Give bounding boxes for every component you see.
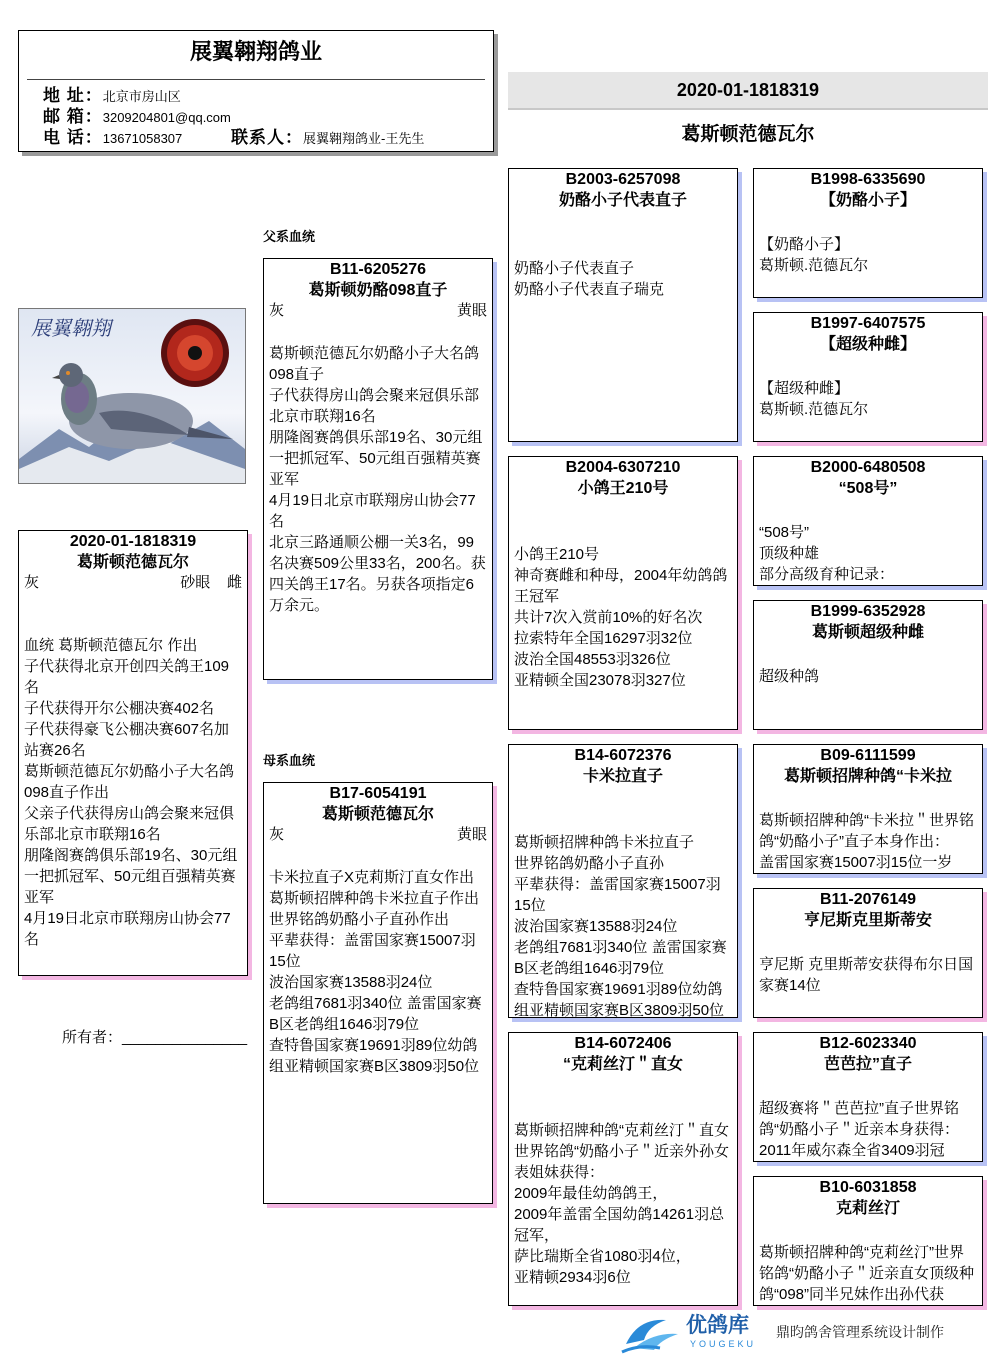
gen4-card <box>753 600 983 730</box>
gen4-card <box>753 168 983 298</box>
gen4-description: 超级赛将＂芭芭拉”直子世界铭鸽“奶酪小子＂近亲本身获得： 2011年威尔森全省3409羽冠 <box>759 1100 959 1159</box>
contact-value: 展翼翱翔鸽业-王先生 <box>303 131 425 146</box>
subject-ring: 2020-01-1818319 <box>69 533 197 550</box>
phone-label: 电 话： <box>43 128 103 147</box>
address-value: 北京市房山区 <box>102 89 181 104</box>
footer-brand-en: YOUGEKU <box>690 1339 757 1349</box>
gen4-card <box>753 888 983 1018</box>
subject-eye: 砂眼 <box>180 574 211 591</box>
subject-attributes <box>19 573 247 593</box>
yougeku-logo-icon <box>620 1314 682 1354</box>
sire-color: 灰 <box>269 302 285 319</box>
email-value: 3209204801@qq.com <box>102 110 231 125</box>
gen4-ring: B1999-6352928 <box>810 603 926 620</box>
kennel-contact-row <box>231 128 424 149</box>
gen3-ring: B2003-6257098 <box>565 171 681 188</box>
gen4-description: 亨尼斯 克里斯蒂安获得布尔日国家赛14位 <box>759 956 974 994</box>
gen3-name: 奶酪小子代表直子 <box>558 192 687 209</box>
gen4-card <box>753 312 983 442</box>
owner-label: 所有者： <box>62 1029 123 1046</box>
header-name: 葛斯顿范德瓦尔 <box>681 124 815 145</box>
pedigree-header-band <box>508 72 988 110</box>
gen3-description: 小鸽王210号 神奇赛雌和种母，2004年幼鸽鸽王冠军 共计7次入赏前10%的好名次 拉索特年全国16297羽32位 波治全国48553羽326位 亚精顿全国23078羽327位 <box>514 546 728 689</box>
gen3-ring: B14-6072376 <box>574 747 672 764</box>
gen4-card <box>753 1176 983 1306</box>
subject-sex: 雌 <box>226 574 242 591</box>
gen3-ring: B2004-6307210 <box>565 459 681 476</box>
gen4-name: 克莉丝汀 <box>835 1200 900 1217</box>
owner-value: _______________ <box>122 1029 248 1046</box>
gen4-ring: B12-6023340 <box>819 1035 917 1052</box>
sire-card <box>263 258 493 680</box>
email-label: 邮 箱： <box>43 107 103 126</box>
dam-description: 卡米拉直子X克莉斯汀直女作出 葛斯顿招牌种鸽卡米拉直子作出 世界铭鸽奶酪小子直孙作出 平辈获得：盖雷国家赛15007羽15位 波治国家赛13588羽24位 老鸽组7681羽340位 盖雷国家赛B区老鸽组1646羽79位 查特鲁国家赛19691羽89位幼鸽组亚精顿国家赛B区3809羽50位 <box>269 869 482 1075</box>
phone-value: 13671058307 <box>102 131 183 146</box>
subject-description: 血统 葛斯顿范德瓦尔 作出 子代获得北京开创四关鸽王109名 子代获得开尔公棚决赛402名 子代获得豪飞公棚决赛607名加站赛26名 葛斯顿范德瓦尔奶酪小子大名鸽098直子作出 父亲子代获得房山鸽会聚来冠俱乐部北京市联翔16名 朋隆阁赛鸽俱乐部19名、30元组一把抓冠军、50元组百强精英赛亚军 4月19日北京市联翔房山协会77名 <box>24 637 238 948</box>
gen3-card-maternal-grandsire <box>508 744 738 1018</box>
gen3-card-paternal-grandsire <box>508 168 738 442</box>
gen4-name: 葛斯顿招牌种鸽“卡米拉 <box>783 768 952 785</box>
gen3-description: 奶酪小子代表直子 奶酪小子代表直子瑞克 <box>514 260 665 298</box>
subject-color: 灰 <box>24 574 40 591</box>
contact-label: 联系人： <box>231 128 303 147</box>
gen4-name: 葛斯顿超级种雌 <box>811 624 924 641</box>
dam-name: 葛斯顿范德瓦尔 <box>321 806 434 823</box>
gen4-description: 葛斯顿招牌种鸽“克莉丝汀”世界铭鸽“奶酪小子＂近亲直女顶级种鸽“098”同半兄妹作出孙代获 <box>759 1244 974 1303</box>
gen4-card <box>753 456 983 586</box>
header-ring: 2020-01-1818319 <box>676 80 820 100</box>
kennel-info-card <box>18 30 494 152</box>
gen4-name: 【超级种雌】 <box>819 336 916 353</box>
sire-attributes <box>264 301 492 321</box>
gen3-description: 葛斯顿招牌种鸽卡米拉直子 世界铭鸽奶酪小子直孙 平辈获得：盖雷国家赛15007羽15位 波治国家赛13588羽24位 老鸽组7681羽340位 盖雷国家赛B区老鸽组1646羽79位 查特鲁国家赛19691羽89位幼鸽组亚精顿国家赛B区3809羽50位 <box>514 834 727 1018</box>
dam-attributes <box>264 825 492 845</box>
gen3-description: 葛斯顿招牌种鸽“克莉丝汀＂直女世界铭鸽“奶酪小子＂近亲外孙女表姐妹获得： 2009年最佳幼鸽鸽王， 2009年盖雷全国幼鸽14261羽总冠军， 萨比瑞斯全省1080羽4位， 亚精顿2934羽6位 <box>514 1122 729 1286</box>
gen4-ring: B1998-6335690 <box>810 171 926 188</box>
gen3-name: 小鸽王210号 <box>577 480 669 497</box>
subject-name: 葛斯顿范德瓦尔 <box>76 554 189 571</box>
gen3-name: 卡米拉直子 <box>582 768 663 785</box>
sire-description: 葛斯顿范德瓦尔奶酪小子大名鸽098直子 子代获得房山鸽会聚来冠俱乐部北京市联翔16名 朋隆阁赛鸽俱乐部19名、30元组一把抓冠军、50元组百强精英赛亚军 4月19日北京市联翔房山协会77名 北京三路通顺公棚一关3名，99名决赛509公里33名，200名。获四关鸽王17名。另获各项指定6万余元。 <box>269 345 486 614</box>
gen4-ring: B11-2076149 <box>819 891 917 908</box>
kennel-phone-row <box>43 128 182 149</box>
gen3-ring: B14-6072406 <box>574 1035 672 1052</box>
gen4-ring: B09-6111599 <box>820 747 916 764</box>
gen4-description: 【超级种雌】 葛斯顿.范德瓦尔 <box>759 380 869 418</box>
gen4-ring: B10-6031858 <box>819 1179 917 1196</box>
sire-name: 葛斯顿奶酪098直子 <box>308 282 448 299</box>
kennel-address-row <box>43 86 181 107</box>
footer <box>620 1312 1000 1356</box>
gen4-description: 超级种鸽 <box>759 668 820 685</box>
gen3-card-maternal-granddam <box>508 1032 738 1306</box>
pigeon-illustration <box>19 309 245 483</box>
gen4-card <box>753 744 983 874</box>
gen4-description: 葛斯顿招牌种鸽“卡米拉＂世界铭鸽“奶酪小子”直子本身作出： 盖雷国家赛15007羽15位一岁 <box>759 812 974 871</box>
subject-card <box>18 530 248 976</box>
gen4-name: 【奶酪小子】 <box>819 192 916 209</box>
footer-credit: 鼎昀鸽舍管理系统设计制作 <box>776 1324 944 1340</box>
address-label: 地 址： <box>43 86 103 105</box>
kennel-title: 展翼翱翔鸽业 <box>189 39 322 64</box>
dam-eye: 黄眼 <box>456 826 487 843</box>
pigeon-photo <box>18 308 246 484</box>
kennel-divider <box>27 79 485 80</box>
father-section-label: 父系血统 <box>263 229 316 244</box>
gen4-name: 亨尼斯克里斯蒂安 <box>803 912 932 929</box>
owner-line <box>62 1028 247 1048</box>
gen4-ring: B1997-6407575 <box>810 315 926 332</box>
gen4-name: “508号” <box>838 480 898 497</box>
dam-ring: B17-6054191 <box>329 785 427 802</box>
gen4-description: 【奶酪小子】 葛斯顿.范德瓦尔 <box>759 236 869 274</box>
gen3-name: “克莉丝汀＂直女 <box>562 1056 683 1073</box>
svg-text:展翼翱翔: 展翼翱翔 <box>31 316 111 340</box>
gen4-name: 芭芭拉”直子 <box>823 1056 912 1073</box>
kennel-email-row <box>43 107 231 128</box>
sire-eye: 黄眼 <box>456 302 487 319</box>
gen4-ring: B2000-6480508 <box>810 459 926 476</box>
dam-card <box>263 782 493 1204</box>
gen3-card-paternal-granddam <box>508 456 738 730</box>
gen4-description: “508号” 顶级种雄 部分高级育种记录： <box>759 524 895 583</box>
sire-ring: B11-6205276 <box>329 261 427 278</box>
mother-section-label: 母系血统 <box>263 753 316 768</box>
footer-brand: 优鸽库 <box>686 1314 749 1337</box>
dam-color: 灰 <box>269 826 285 843</box>
gen4-card <box>753 1032 983 1162</box>
